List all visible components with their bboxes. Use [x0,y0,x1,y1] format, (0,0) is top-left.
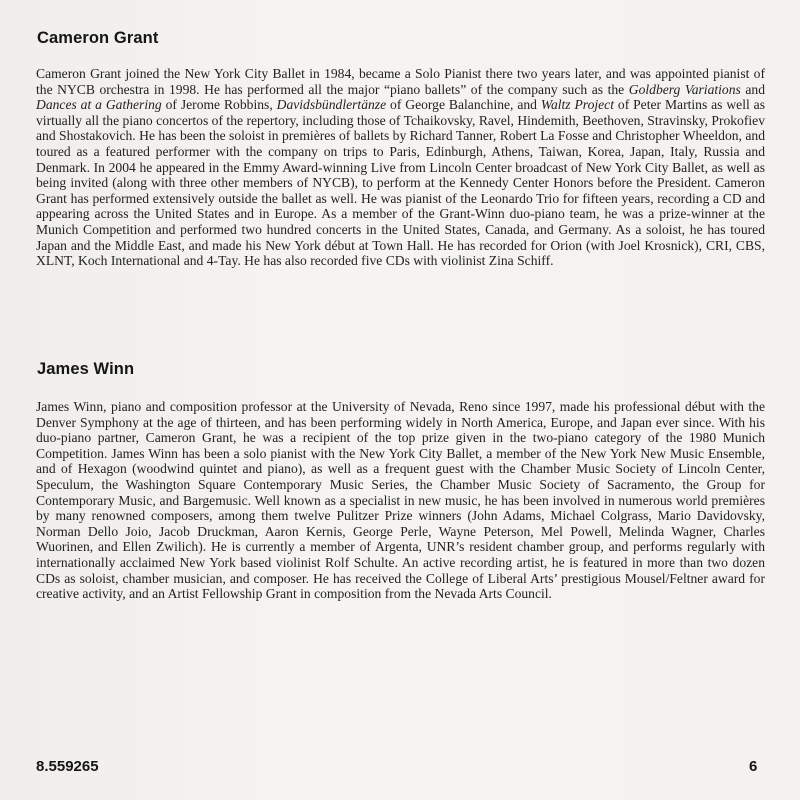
italic-title: Davidsbündlertänze [276,97,387,113]
italic-title: Waltz Project [540,97,614,113]
italic-title: Dances at a Gathering [36,97,162,113]
italic-title: Goldberg Variations [628,81,741,97]
section-heading-james-winn: James Winn [37,360,135,378]
bio-paragraph-cameron-grant: Cameron Grant joined the New York City Ballet in 1984, became a Solo Pianist there two years later, and was appointed pianist of the NYCB orchestra in 1998. He has performed all the major “piano ballets” of the company such as the Goldberg Variations and Dances at a Gathering of Jerome Robbins, Davidsbündlertänze of George Balanchine, and Waltz Project of Peter Martins as well as virtually all the piano concertos of the repertory, including those of Tchaikovsky, Ravel, Hindemith, Beethoven, Stravinsky, Prokofiev and Shostakovich. He has been the soloist in premières of ballets by Richard Tanner, Robert La Fosse and Christopher Wheeldon, and toured as a featured performer with the company on trips to Paris, Edinburgh, Athens, Taiwan, Korea, Japan, Italy, Russia and Denmark. In 2004 he appeared in the Emmy Award-winning Live from Lincoln Center broadcast of New York City Ballet, as well as being invited (along with three other members of NYCB), to perform at the Kennedy Center Honors before the President. Cameron Grant has performed extensively outside the ballet as well. He was pianist of the Leonardo Trio for fifteen years, recording a CD and appearing across the United States and in Europe. As a member of the Grant-Winn duo-piano team, he was a prize-winner at the Munich Competition and performed two hundred concerts in the United States, Canada, and Germany. As a soloist, he has toured Japan and the Middle East, and made his New York début at Town Hall. He has recorded for Orion (with Joel Krosnick), CRI, CBS, XLNT, Koch International and 4-Tay. He has also recorded five CDs with violinist Zina Schiff. [36,66,765,269]
catalog-number: 8.559265 [36,758,99,775]
section-heading-cameron-grant: Cameron Grant [37,29,159,47]
bio-paragraph-james-winn: James Winn, piano and composition professor at the University of Nevada, Reno since 1997, made his professional début with the Denver Symphony at the age of thirteen, and has been performing widely in North America, Europe, and Japan ever since. With his duo-piano partner, Cameron Grant, he was a recipient of the top prize given in the two-piano category of the 1980 Munich Competition. James Winn has been a solo pianist with the New York City Ballet, a member of the New York New Music Ensemble, and of Hexagon (woodwind quintet and piano), as well as a frequent guest with the Chamber Music Society of Lincoln Center, Speculum, the Washington Square Contemporary Music Series, the Chamber Music Society of Sacramento, the Group for Contemporary Music, and Bargemusic. Well known as a specialist in new music, he has been involved in numerous world premières by many renowned composers, among them twelve Pulitzer Prize winners (John Adams, Michael Colgrass, Mario Davidovsky, Norman Dello Joio, Jacob Druckman, Aaron Kernis, George Perle, Wayne Peterson, Mel Powell, Melinda Wagner, Charles Wuorinen, and Ellen Zwilich). He is currently a member of Argenta, UNR’s resident chamber group, and performs regularly with internationally acclaimed New York based violinist Rolf Schulte. An active recording artist, he is featured in more than two dozen CDs as soloist, chamber musician, and composer. He has received the College of Liberal Arts’ prestigious Mousel/Feltner award for creative activity, and an Artist Fellowship Grant in composition from the Nevada Arts Council. [36,399,765,602]
page-number: 6 [749,758,758,775]
